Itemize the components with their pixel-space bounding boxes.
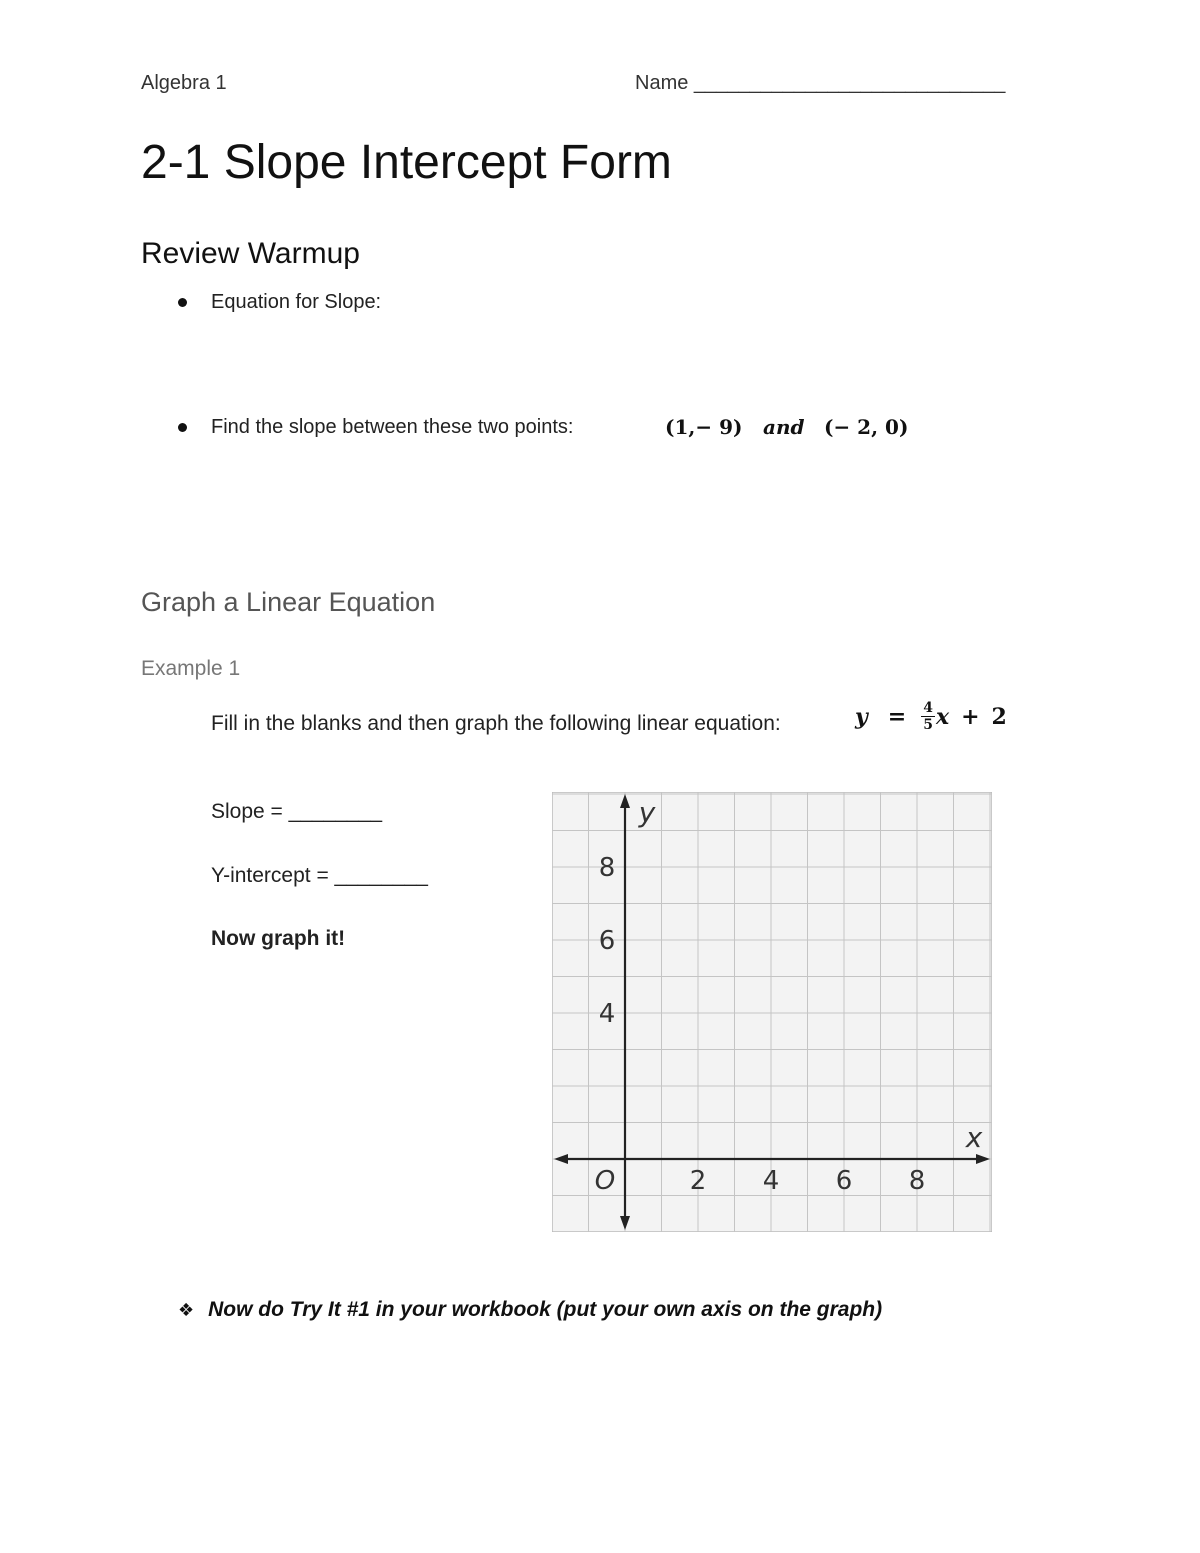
point-two: (− 2, 0) — [824, 415, 909, 439]
and-word: and — [763, 415, 805, 439]
x-tick-label-8: 8 — [908, 1166, 926, 1196]
point-one: (1,− 9) — [665, 415, 743, 439]
final-instruction: ❖ Now do Try It #1 in your workbook (put your own axis on the graph) — [178, 1298, 883, 1321]
y-axis-label: y — [638, 796, 656, 829]
page-title: 2-1 Slope Intercept Form — [141, 136, 672, 189]
find-slope-prompt: Find the slope between these two points: — [211, 416, 574, 438]
graph-prompt: Now graph it! — [211, 927, 346, 950]
review-heading: Review Warmup — [141, 237, 360, 270]
instruction-text: Fill in the blanks and then graph the following linear equation: — [211, 712, 781, 735]
coordinate-grid[interactable] — [552, 792, 992, 1232]
origin-label: O — [594, 1166, 616, 1196]
slope-equation-prompt: Equation for Slope: — [211, 291, 382, 313]
graph-section-heading: Graph a Linear Equation — [141, 587, 436, 617]
bullet-dot-icon — [178, 423, 187, 432]
y-tick-label-6: 6 — [598, 926, 616, 956]
y-tick-label-8: 8 — [598, 853, 616, 883]
course-label: Algebra 1 — [141, 72, 227, 94]
x-axis-label: x — [965, 1121, 983, 1154]
x-tick-label-6: 6 — [835, 1166, 853, 1196]
name-field-label: Name ____________________________ — [635, 72, 1006, 94]
example-label: Example 1 — [141, 657, 241, 680]
diamond-bullet-icon: ❖ — [178, 1300, 195, 1320]
x-tick-label-2: 2 — [689, 1166, 707, 1196]
bullet-dot-icon — [178, 298, 187, 307]
equation-fraction: $\frac{4}{5}$ — [923, 700, 933, 733]
y-intercept-blank: Y-intercept = ________ — [211, 864, 428, 887]
x-tick-label-4: 4 — [762, 1166, 780, 1196]
linear-equation: y = $\frac{4}{5}$ x + 2 — [855, 700, 1007, 733]
slope-blank: Slope = ________ — [211, 800, 383, 823]
y-tick-label-4: 4 — [598, 999, 616, 1029]
